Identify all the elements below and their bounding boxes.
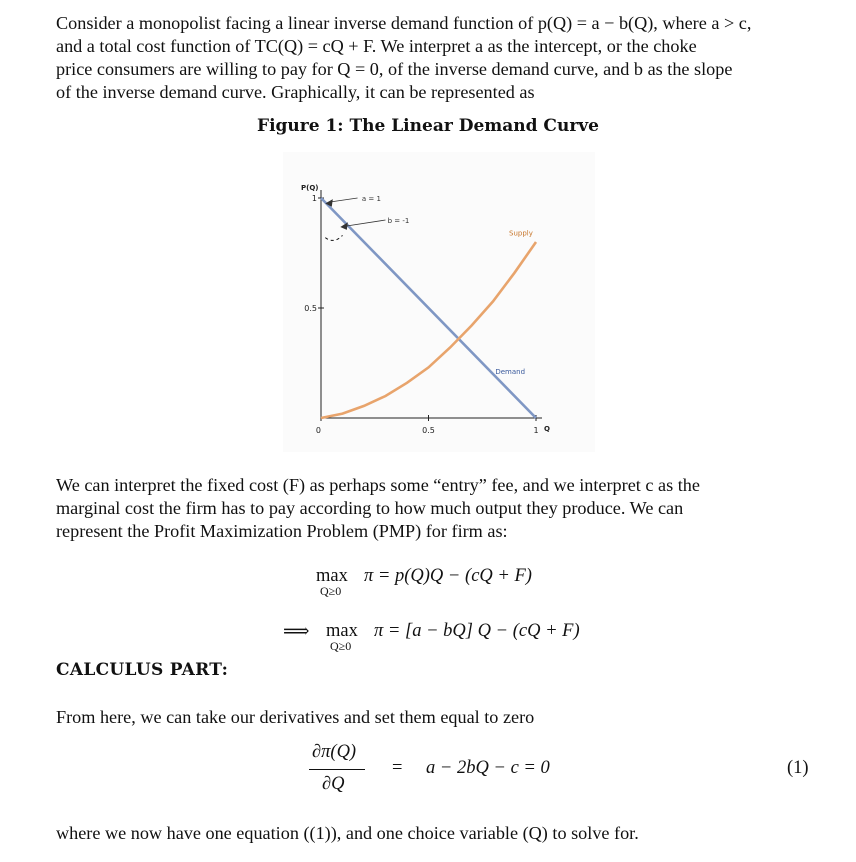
fraction-numerator: ∂π(Q) xyxy=(312,742,357,762)
annotation-b-arrow xyxy=(343,220,386,227)
figure-chart xyxy=(283,152,595,452)
series-supply-label: Supply xyxy=(509,229,533,238)
series-demand-label: Demand xyxy=(495,368,526,376)
eq2-max: max xyxy=(326,621,358,641)
closing-paragraph: where we now have one equation ((1)), and one choice variable (Q) to solve for. xyxy=(56,823,639,843)
body-line: marginal cost the firm has to pay according to how much output they produce. We can xyxy=(56,498,684,518)
body-paragraph xyxy=(56,474,812,543)
series-demand-line xyxy=(321,198,536,418)
x-tick-label: 1 xyxy=(533,426,539,435)
implies-arrow: ⟹ xyxy=(283,622,310,642)
intro-line: of the inverse demand curve. Graphically, it can be represented as xyxy=(56,82,535,102)
equals-sign: = xyxy=(392,758,403,778)
eq2-rhs: π = [a − bQ] Q − (cQ + F) xyxy=(374,621,580,641)
eq2-sub: Q≥0 xyxy=(330,639,352,653)
eq1-max: max xyxy=(316,566,348,586)
annotation-b-label: b = -1 xyxy=(387,217,410,225)
intro-line: Consider a monopolist facing a linear inverse demand function of p(Q) = a − b(Q), where a > c, xyxy=(56,13,752,33)
chart-svg xyxy=(283,152,595,452)
x-axis-label: Q xyxy=(544,425,550,433)
body-line: represent the Profit Maximization Problem (PMP) for firm as: xyxy=(56,521,508,541)
intro-line: and a total cost function of TC(Q) = cQ + F. We interpret a as the intercept, or the choke xyxy=(56,36,697,56)
annotation-a-label: a = 1 xyxy=(361,195,381,203)
intro-line: price consumers are willing to pay for Q = 0, of the inverse demand curve, and b as the slope xyxy=(56,59,733,79)
series-supply-line xyxy=(321,242,536,418)
intro-paragraph xyxy=(56,12,812,104)
equation-number: (1) xyxy=(787,758,809,778)
eq1-rhs: π = p(Q)Q − (cQ + F) xyxy=(364,566,532,586)
annotation-slope-dash xyxy=(325,235,342,240)
y-axis-label: P(Q) xyxy=(301,184,319,192)
y-tick-label: 0.5 xyxy=(304,304,317,313)
derivative-rhs: a − 2bQ − c = 0 xyxy=(426,758,550,778)
fraction-bar xyxy=(309,769,365,770)
eq1-sub: Q≥0 xyxy=(320,584,342,598)
y-tick-label: 1 xyxy=(311,194,317,203)
fraction-denominator: ∂Q xyxy=(322,774,345,794)
x-tick-label: 0 xyxy=(315,426,321,435)
section-title: CALCULUS PART: xyxy=(56,660,229,680)
derivative-intro: From here, we can take our derivatives and set them equal to zero xyxy=(56,707,535,727)
figure-caption: Figure 1: The Linear Demand Curve xyxy=(257,116,599,136)
x-tick-label: 0.5 xyxy=(422,426,435,435)
body-line: We can interpret the fixed cost (F) as perhaps some “entry” fee, and we interpret c as the xyxy=(56,475,700,495)
